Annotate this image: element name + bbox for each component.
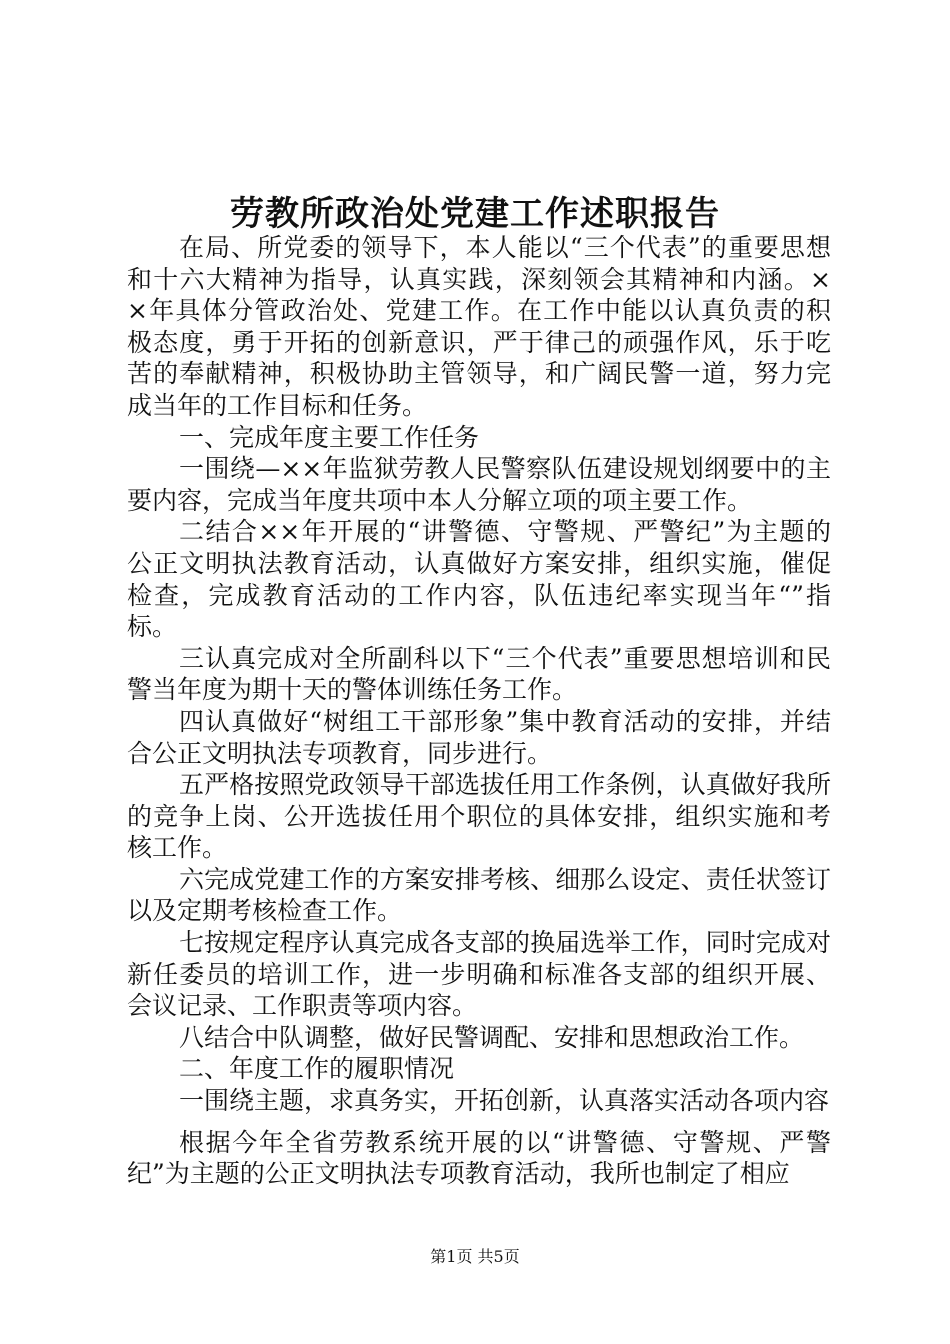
paragraph-line: 四认真做好“树组工干部形象”集中教育活动的安排，并结 — [179, 706, 831, 736]
paragraph-line: 一、完成年度主要工作任务 — [179, 422, 480, 452]
paragraph — [127, 453, 831, 516]
paragraph — [127, 1085, 831, 1117]
paragraph-line: 新任委员的培训工作，进一步明确和标准各支部的组织开展、 — [127, 959, 831, 989]
paragraph-line: 三认真完成对全所副科以下“三个代表”重要思想培训和民 — [179, 643, 831, 673]
paragraph-line: 以及定期考核检查工作。 — [127, 896, 403, 926]
paragraph-line: 纪”为主题的公正文明执法专项教育活动，我所也制定了相应 — [127, 1159, 790, 1189]
paragraph-line: 标。 — [127, 612, 178, 642]
paragraph-line: 七按规定程序认真完成各支部的换届选举工作，同时完成对 — [179, 928, 831, 958]
paragraph — [127, 422, 831, 454]
document-title: 劳教所政治处党建工作述职报告 — [230, 194, 720, 234]
paragraph-line: 和十六大精神为指导，认真实践，深刻领会其精神和内涵。× — [127, 264, 831, 294]
paragraph — [127, 232, 831, 422]
paragraph — [127, 1022, 831, 1054]
paragraph-line: 六完成党建工作的方案安排考核、细那么设定、责任状签订 — [179, 864, 831, 894]
paragraph — [127, 706, 831, 769]
paragraph-line: 警当年度为期十天的警体训练任务工作。 — [127, 675, 578, 705]
paragraph — [127, 769, 831, 864]
paragraph-line: 苦的奉献精神，积极协助主管领导，和广阔民警一道，努力完 — [127, 359, 831, 389]
paragraph-line: 一围绕—××年监狱劳教人民警察队伍建设规划纲要中的主 — [179, 454, 831, 484]
paragraph-line: ×年具体分管政治处、党建工作。在工作中能以认真负责的积 — [127, 296, 831, 326]
paragraph-line: 五严格按照党政领导干部选拔任用工作条例，认真做好我所 — [179, 770, 831, 800]
paragraph-line: 二、年度工作的履职情况 — [179, 1054, 455, 1084]
paragraph — [127, 516, 831, 642]
paragraph — [127, 864, 831, 927]
paragraph-line: 成当年的工作目标和任务。 — [127, 390, 428, 420]
paragraph-line: 公正文明执法教育活动，认真做好方案安排，组织实施，催促 — [127, 548, 831, 578]
paragraph-line: 在局、所党委的领导下，本人能以“三个代表”的重要思想 — [179, 233, 831, 262]
document-body — [127, 232, 831, 1190]
paragraph — [127, 643, 831, 706]
paragraph-line: 一围绕主题，求真务实，开拓创新，认真落实活动各项内容 — [179, 1086, 830, 1116]
paragraph-line: 会议记录、工作职责等项内容。 — [127, 991, 478, 1021]
paragraph-line: 极态度，勇于开拓的创新意识，严于律己的顽强作风，乐于吃 — [127, 327, 831, 357]
paragraph-line: 核工作。 — [127, 833, 228, 863]
page-number: 第1页 共5页 — [430, 1247, 520, 1266]
paragraph-line: 要内容，完成当年度共项中本人分解立项的项主要工作。 — [127, 485, 753, 515]
paragraph-line: 二结合××年开展的“讲警德、守警规、严警纪”为主题的 — [179, 517, 831, 547]
paragraph-spacer — [127, 1117, 831, 1127]
paragraph-line: 根据今年全省劳教系统开展的以“讲警德、守警规、严警 — [179, 1127, 831, 1157]
paragraph — [127, 1053, 831, 1085]
paragraph-line: 检查，完成教育活动的工作内容，队伍违纪率实现当年“”指 — [127, 580, 831, 610]
paragraph-line: 合公正文明执法专项教育，同步进行。 — [127, 738, 553, 768]
paragraph — [127, 927, 831, 1022]
paragraph — [127, 1127, 831, 1190]
paragraph-line: 的竞争上岗、公开选拔任用个职位的具体安排，组织实施和考 — [127, 801, 831, 831]
paragraph-line: 八结合中队调整，做好民警调配、安排和思想政治工作。 — [179, 1022, 805, 1052]
